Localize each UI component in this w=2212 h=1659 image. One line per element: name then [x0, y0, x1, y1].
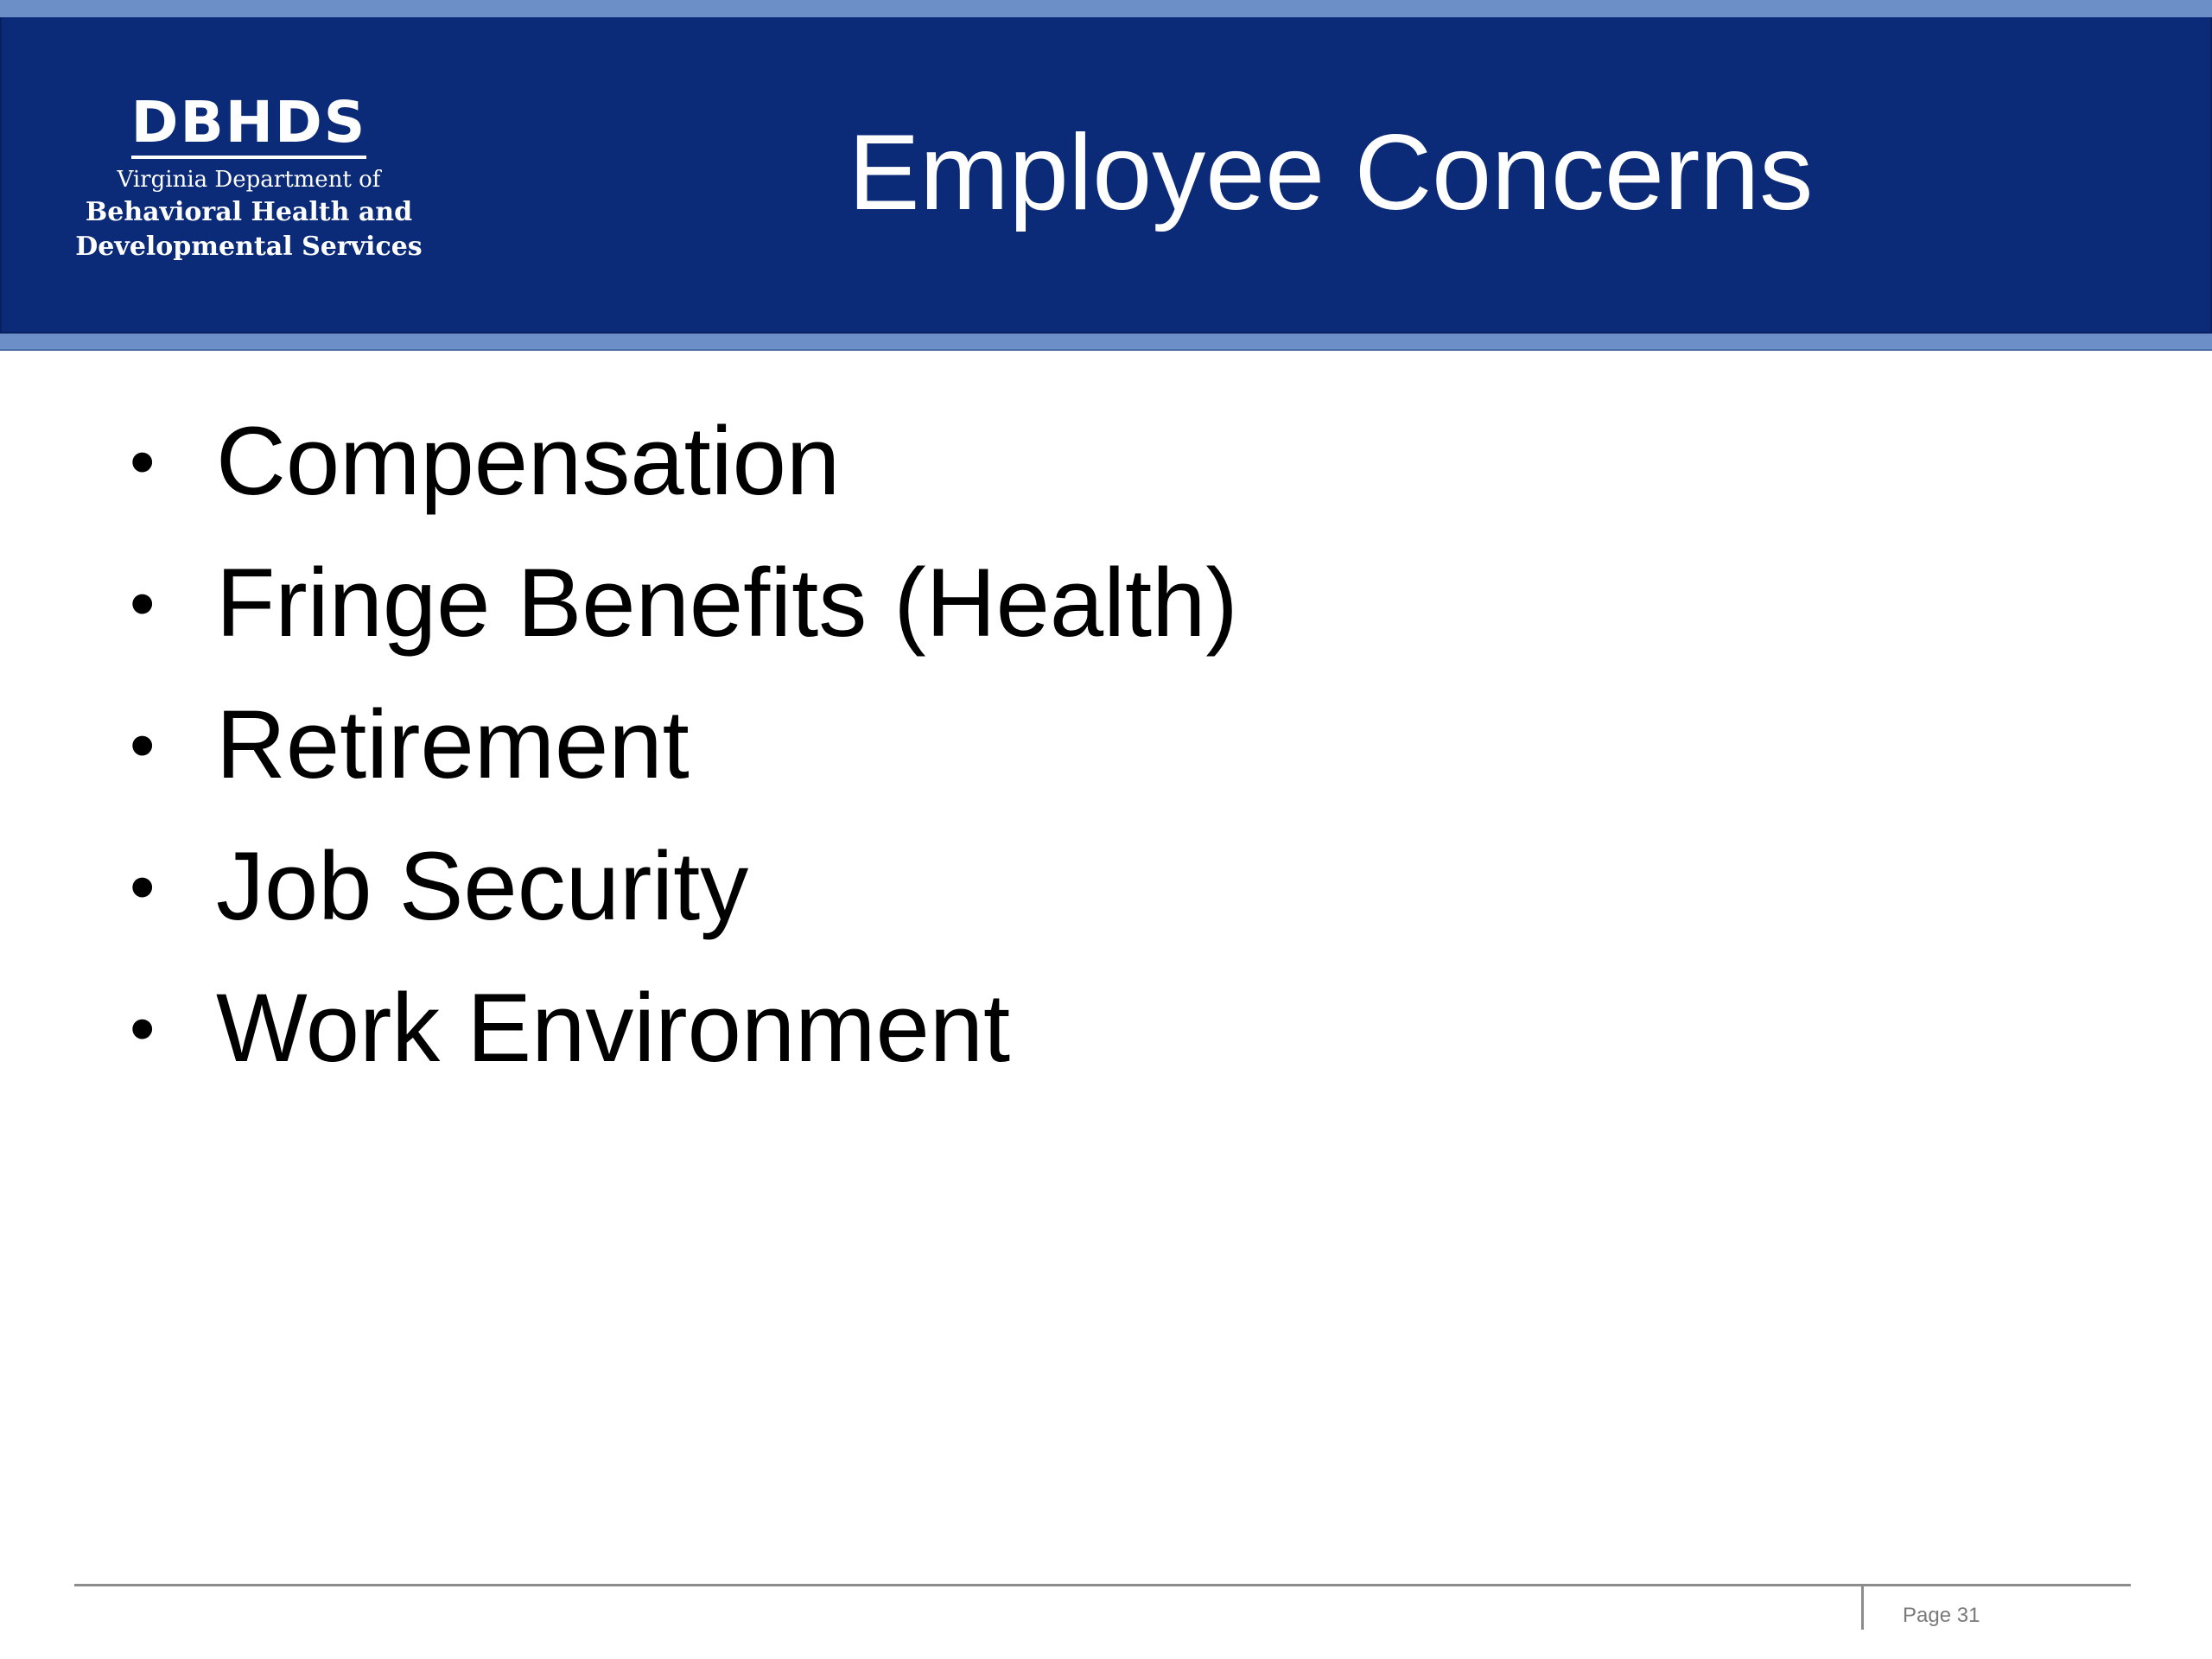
bullet-text: Retirement [216, 690, 690, 798]
bullet-text: Job Security [216, 832, 749, 940]
footer-divider [74, 1584, 2131, 1586]
bullet-dot-icon: • [130, 988, 156, 1069]
bullet-dot-icon: • [130, 846, 156, 927]
footer-page-separator [1861, 1586, 1864, 1630]
slide-header [0, 0, 2212, 354]
logo-line-1: Virginia Department of [117, 167, 381, 193]
logo-line-2: Behavioral Health and [85, 197, 413, 227]
dbhds-logo [52, 90, 446, 264]
header-bottom-accent-strip [0, 334, 2212, 351]
logo-line-3: Developmental Services [75, 232, 423, 262]
logo-abbreviation: DBHDS [131, 90, 367, 159]
bullet-text: Work Environment [216, 974, 1011, 1082]
bullet-dot-icon: • [130, 563, 156, 644]
header-top-accent-strip [0, 0, 2212, 17]
bullet-text: Compensation [216, 407, 841, 515]
bullet-dot-icon: • [130, 421, 156, 502]
bullet-dot-icon: • [130, 704, 156, 785]
slide-title: Employee Concerns [848, 113, 1814, 232]
page-number: Page 31 [1903, 1604, 1980, 1627]
bullet-text: Fringe Benefits (Health) [216, 549, 1238, 657]
